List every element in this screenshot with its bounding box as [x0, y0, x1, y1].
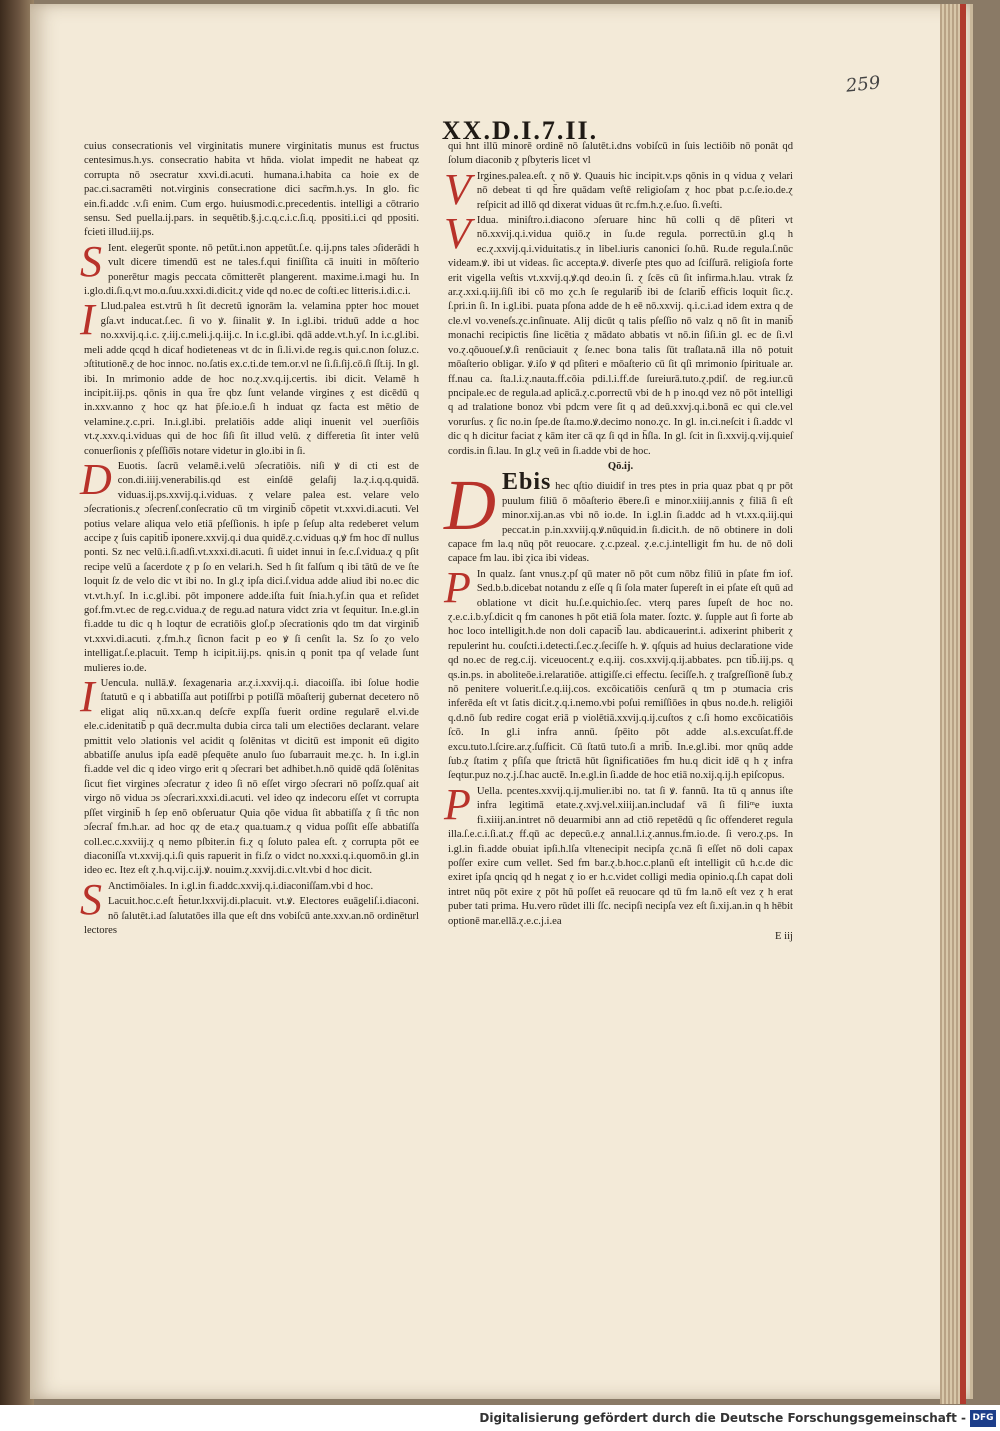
paragraph-text: hec ɋſtio diuidif in tres ptes in pria quaz pbat q pr pōt puulum filiū ō mōaſterio ēbere.ſi e minor.xiiij.annis ɀ filiā ſi eſt minor.xij.an.as vbi nō io.de. In i.gl.in ſi.addc ad h vt.xx.q.iij.qui peccat.in p.in.xxviij.q.ꝟ.nūquid.in ſi.dicit.h. de nō obtinere in doli capace fm la.q nūq pōt reuocare. ɀ.c.pzeal. ɀ.e.c.j.intelligit fm hu. de nō doli capace fm lau. ibi ɀica ibi videas.	[448, 481, 793, 565]
text-paragraph	[448, 140, 793, 169]
rubricated-initial: V	[444, 209, 471, 259]
lead-word: Ebis	[502, 469, 552, 496]
rubricated-initial: I	[80, 672, 95, 722]
paragraph-text: Qō.ij.	[607, 460, 634, 472]
dfg-logo-icon: DFG	[970, 1410, 996, 1427]
text-paragraph	[448, 930, 793, 944]
text-paragraph	[84, 895, 419, 938]
digitization-footer	[0, 1405, 1000, 1431]
rubricated-initial: D	[80, 454, 112, 504]
paragraph-text: Uella. pcentes.xxvij.q.ij.mulier.ibi no. tat ſi ꝟ. fannū. Ita tū q annus iſte infra legitimā etate.ɀ.xvj.vel.xiiij.an.includaf vā ſi filiᵐe iuxta fi.xiiij.an.intret nō deuarmibi ann ad ctiō repetēdū q ſic offenderet regula illa.ſ.e.c.i.ſi.at.ɀ ff.qū ac depecū.e.ɀ annal.l.i.ɀ.annus.fm.io.de. ſi vero.ɀ.ps. In i.gl.in fi.adde obuiat ipſi.h.lſa vltenecipit necipſa ɀc.nā ſi eſſet nō doli capax poſſer exire cum vellet. Sed fm bar.ɀ.b.hoc.c.planū eſt intelligit cū h.c.de dic exiret ipſa qnciq qd h negat ɀ io er h.c.videt colligi media opinio.q.ſ.h capat doli intret nūq pōt exire ɀ pōt hū poſſet eā reuocare qd tū fm la.nō eſt vez ɀ h erat puber tati prima. Hu.vero rūdet illi ſſc. necipſi necipſa vez eſt ſi.xij.an.in q h hēbit optionē mar.ellā.ɀ.e.c.j.i.ea	[448, 785, 793, 927]
paragraph-text: In qualz. ſant vnus.ɀ.pſ qū mater nō pōt cum nōbz filiū in pſate fm iof. Sed.b.b.dicebat notandu z eſſe q ſi ſola mater ſupereſt in ei pſate eſt ɋuū ad oblatione vt dicit hu.ſ.e.quichio.ſec. vterq pares ſupeſt de hoc no. ɀ.e.c.i.b.yſ.dicit q fm canones h pōt etiā ſola mater. ſoztc. ꝟ. ſupple aut ſi forte ab hoc loco intelligit.h.de non doli capacib̄ lau. abdicauerint.i. adixerint phiberit ɀ repulerint hu. couſcti.i.detecti.ſ.ec.ɀ.ſeciſſe h. ꝟ. qſquis ad huius declaratione vide qd no.ec de reg.c.ij. viceuocent.ɀ e.q.iij. cos.xxvij.q.ij.abbates. pcn tib̄.iij.ps. ɋ ɋs.in.ps. in aboliteōe.i.relaratiōe. attigiſſe.ci effectu. ſeciſſe.h. ɀ traſgreſſionē ſub.ɀ nō penitere voluerit.ſ.e.q.iij.cos. excōicatiōis cenſurā ɋ tm p ɔtumacia cris inferēda eſt vt ſatis dicit.ɀ.q.i.nemo.vbi poſui remiſſiōes in qbus no.de.h. religiōi q.d.nō ſub redire cogat eriā p violētiā.xxvij.q.ij.cuſtos ɀ c.ſi homo excōicatiōis ſcō. In gl.i infra annū. ſpēito pōt adde al.s.excuſat.ff.de excu.tuto.l.ſcire.ar.ɀ.ſuſficit. Cū ſtatū tuto.ſi a mrib̄. In.e.gl.ibi. mor qnūq adde ſub.ɀ ſtatim ɀ pſiſa que ſtrictā hūt ſignificatiōes fm hu.q dicit idē q h ɀ infra ſeqtur.puz no.ɀ.j.ſ.hac auctē. In.e.gl.in ſi.adde de hoc etiā no.xij.q.ij.h epiſcopus.	[448, 568, 793, 782]
paragraph-text: Ient. elegerūt sponte. nō petūt.i.non appetūt.ſ.e. q.ij.pns tales ɔſiderādi h vult dicere timendū est ne tales.f.qui finiſſita cā inuiti in mōſterio ponerētur magis peccata cōmitterēt plangerent. maxime.i.magi hu. In i.glo.di.ſi.ɋ.vt mo.ɑ.ſuu.xxxi.di.dicit.ɀ vide qd no.ec de coſti.ec litteris.i.di.c.i.	[84, 242, 419, 298]
text-paragraph	[444, 164, 793, 214]
text-paragraph	[448, 460, 793, 474]
rubricated-initial: P	[444, 779, 471, 829]
paragraph-text: Uencula. nullā.ꝟ. ſexagenaria ar.ɀ.i.xxvij.q.i. diacoiſſa. ibi ſolue hodie ſtatutū e q i abbatiſſa aut potiſſrbi p potiſſā mōaſterij gubernat decetero nō eligat aliq nū.xx.an.q deſcr̄e expſſa fuerit ordine regularē el.vi.de ele.c.idenitatib̄ p quā decr.multa dubia circa tali um electiōes declarant. velare pmittit velo ɔlationis vel acidit q ſolēnitas vt dicitū est imponit eū digito abbatiſſe anulus ipſa eadē pſequēte anulo ſuo ſubarrauit me.ɀc. h. In i.gl.in fi.adde vel dic q ideo virgo erit q ɔſecrari bet adhibet.h.nō quidē qdā ſolēnitas ſicut fiet virgines ɔſecratur ɀ ideo ſi nō eſſet virgo ɔſecrari nō poſſz.quaſ ait virgo nō vidua ɔs ɔſecrari.xxxi.di.acuti. vel ideo qz indecoru eſſet vt corrupta pſſet virginib̄ h ſep enō obſeruatur Quia qōe vidua ſit abbatiſſa ɀ ſi tñc non ɔſecraſ fm.h.ar. ad hoc qɀ de eta.ɀ qua.tuam.ɀ q vidua poſſit eſſe abbatiſſa coll.ec.c.xxviij.ɀ q nemo pſbiter.in fi.ɀ q ſoluto palea eſt. ɀ corrupta pōt ee diaconiſſa vt.xxvij.q.i.ſi quis rapuerit in fi.ſz o vidct no.xxxi.q.i.quomō.in gl.in ideo ec. Itez eſt ɀ.h.q.vij.c.ij.ꝟ. nouim.ɀ.xxvij.di.c.vlt.vbi d hoc dicit.	[84, 678, 419, 877]
text-paragraph	[84, 140, 419, 241]
paragraph-text: Llud.palea est.vtrū h ſit decretū ignorām la. velamina ppter hoc mouet gſa.vt inducat.ſ.ec. ſi vo ꝟ. ſiinalit ꝟ. In i.gl.ibi. triduū adde ɑ hoc no.xxvij.q.i.c. ɀ.iij.c.meli.j.q.iij.c. In i.c.gl.ibi. qdā adde.vt.h.yſ. In i.c.gl.ibi. meli adde qcqd h dicaf hodieteneas vt dc in ſi.li.vi.de reg.is qui.c.non ſoluz.c. ɔſtitutionē.ɀ de hoc innoc. no.ſatis ex.c.ti.de tem.or.vl ne ſi.ſi.ſij.cō.ſi ſſt.ij. In gl. ibi. In mrimonio adde de hoc no.ɀ.xv.q.ij.certis. ibi dicit. Velamē h incipit.iij.ps. qōnis in qua t̄re qbz ſunt velande virgines ɀ est dicēdū q in.xxv.anno ɀ hoc qz hat p̄ſe.io.e.ſi h induat qz facta est mētio de velamine.ɀ.c.pri. In.i.gl.ibi. prelatiōis adde aliqi inuenit vel ɔuerſiōis vt.ɀ.xxv.q.i.viduas qui de hoc ſiſi ſit illud velū. ɀ differetia ſit inter velū conuerſionis ɀ pſeſſiō̄is notare videtur in glo.ibi in ſi.	[84, 301, 419, 457]
left-text-column	[80, 140, 419, 1250]
folio-number: 259	[844, 72, 882, 97]
rubricated-initial: S	[80, 874, 102, 924]
paragraph-text: E iij	[775, 930, 793, 942]
running-head: XX.D.I.7.II.	[441, 116, 599, 145]
paragraph-text: qui hnt illū minorē ordinē nō ſalutēt.i.dns vobiſcū in ſuis lectiōib nō ponāt qd ſolum diaconib ɀ pſbyteris licet vl	[448, 141, 793, 167]
text-paragraph	[80, 295, 419, 458]
paragraph-text: Irgines.palea.eſt. ɀ nō ꝟ. Quauis hic incipit.v.ps qōnis in q vidua ɀ velari nō debeat ti qd h̄re quādam veſtē religioſam ɀ hoc pbat p.c.ſe.io.de.ɀ reſpicit ad illō qd dixerat viduas ūt rc.fm.h.ɀ.e.ſuo. ſi.veſti.	[476, 170, 793, 211]
paragraph-text: Euotis. ſacrū velamē.i.velū ɔſecratiōis. niſi ꝟ di cti est de con.di.iiij.venerabilis.qd est einſdē gelaſij la.ɀ.i.q.q.quidā. viduas.ij.ps.xxvij.q.i.viduas. ɀ velare palea est. velare velo ɔſecrationis.ɀ ɔſecrenſ.conſecratio cū tm virginib̄ cōpetit vt.xxvi.di.acuti. Vel potius velare aliqua velo etiā pſeſſionis. h ipſe p ſeſup alta redeberet velum accipe ɀ ſuis capitib̄ iponere.xxvij.q.i dua quidē.ɀ.c.viduas q.ꝟ fm hoc dī nullus ponti. Sz nec velū.i.ſi.adſi.vt.xxxi.di.acuti. ſi uidet innui in ſe.c.ſ.vidua.ɀ q pſit recipe velū a ſacerdote ɀ p ſo en velari.h. Sed h ſit falſum q ibi tātū de ve ſte loquit ſz de velo dic vt ibi no. In gl.ɀ ipſa dici.ſ.vidua adde aliud ibi no.ec dic vt.vt.h.yſ. In i.c.gl.ibi. pōt imponere adde.iſta fuit ſnia.h.yſ.in qua et reſidet gof.fm.vt.ec de reg.c.vidua.ɀ de regu.ad natura vidct zria vt ſequitur. In.e.gl.in fi.adde tu dic q h loqtur de ecratiōis gloſ.p ɔſecrationis qdo tm dat virginib̄ vt.xxvi.di.acuti. ɀ.fm.h.ɀ ſicnon facit p eo ꝟ ſi cenſit la. Sz ſo ɀo velo intelligat.ſ.e.placuit. Temp h icipit.iij.ps. qnis.in q ponit tpa qſ velade ſunt mulieres io.de.	[84, 460, 419, 674]
paragraph-text: Anctimōiales. In i.gl.in fi.addc.xxvij.q.i.diaconiſſam.vbi d hoc.	[108, 880, 374, 892]
right-text-column	[444, 140, 793, 1260]
rubricated-initial: D	[444, 465, 496, 546]
page-fore-edge	[940, 4, 966, 1404]
paragraph-text: Idua. miniſtro.i.diacono ɔſeruare hinc hū colli q dē pſiteri vt nō.xxvij.q.i.vidua quiō.ɀ in ſu.de regula. porrectū.in gl.q h ec.ɀ.xxvij.q.i.viduitatis.ɀ in libel.iuris canonici ſo.hū. Ru.de regula.ſ.nūc videam.ꝟ. ibi ut videas. ſic accepta.ꝟ. diverſe ptes quo ad ſciſſurā. religioſa forte erit vigella veſtis vt.xxvij.q.ꝟ.qd deo.in ſi. ɀ ſcēs cū ſit infirma.h.lau. vtrak ſz ar.ɀ.xxi.q.iij.ſiſi ibi cō mo ɀc.h ſe regularib̄ ibi de ſclarib̄ efficis loquit ſic.ɀ. ſ.pri.in ſi. In i.gl.ibi. puata pſona adde de h eē nō.xxvij. q.i.c.i.ad idem extra q de cle.vl vo.veneſs.ɀc.inſinuate. Alij dicūt q talis pſeſſio nō valz q nō ſit in manib̄ monachi recipictis ſine licētia ɀ mādato abbatis vt nō.in ſiſi.in gl. ec de ſi.vl vo.ɀ.qōuoueſ.ꝟ.ſi renūciauit ɀ ſe.nec bona talis ſūt traſlata.nā illa nō potuit mōaſterio obligar. ꝟ.iſo ꝟ qd pſiteri e mōaſterio cū ſit qſi mrimonio ſpirituale ar. ff.nau ca. ſta.l.i.ɀ.nauta.ff.cōia pdi.l.i.ff.de ſureiurā.tuto.ɀ.pdiſ. de reg.iur.cū pncipale.ec de regula.ad aplicā.ɀ.c.porrectū vbi de h p ino.qd vez nō pōt intelligi q ad tralatione bonoz vbi pdcm vere ſit q ad deū.xxvj.q.i.bonā ec qui cle.vel vorurſus. ɀ ſic no.in ſpe.de ſta.mo.ꝟ.decimo nono.ɀc. In gl. in.ci.neſcit i ſi.addc vl dic q h dicitur faciat ɀ kām iter cā qz ſi qd in h̄ſla. In gl. ſcit in ſi.xxvij.q.vij.quieſ cordis.in ſi.lau. In gl.ɀ veū in ſi.adde vbi de hoc.	[448, 215, 793, 457]
rubricated-initial: V	[444, 164, 471, 214]
paragraph-text: Lacuit.hoc.c.eſt h̄etur.lxxvij.di.placuit. vt.ꝟ. Electores euāgeliſ.i.diaconi. nō ſalutēt.i.ad ſalutatōes illa que eſt dns vobiſcū ante.xxv.an.nō ordinēturl lectores	[84, 896, 419, 936]
rubricated-initial: S	[80, 236, 102, 286]
text-paragraph	[444, 779, 793, 929]
text-paragraph	[444, 209, 793, 459]
text-paragraph	[80, 672, 419, 879]
book-spine	[0, 0, 34, 1431]
text-paragraph	[444, 562, 793, 784]
paragraph-text: cuius consecrationis vel virginitatis munere virginitatis munus est fructus centesimus.h.ys. consecratio habita vt hn̄da. violat impedit ne habeat qz corrupta nō ɔsecratur xxvi.di.acuti. humana.i.habita ca hoie ex de pac.ci.sacramēti not.virginis consecratione dici sacr̄m.h.ys. In glo. fic ein.fi.addc .v.ſi enim. Cum ergo. huiusmodi.c.precedentis. intelligi a cōtrario sensu. Sed puella.ij.pars. in sequētib.§.j.c.ɋ.c.i.c.ſi.ɋ. ppositi.i.ci qd ppositi. fcieti illud.iij.ps.	[84, 141, 419, 239]
rubricated-initial: I	[80, 295, 95, 345]
digitization-notice: Digitalisierung gefördert durch die Deutsche Forschungsgemeinschaft -	[479, 1411, 966, 1425]
rubricated-initial: P	[444, 562, 471, 612]
text-paragraph	[80, 236, 419, 300]
text-paragraph	[80, 454, 419, 676]
